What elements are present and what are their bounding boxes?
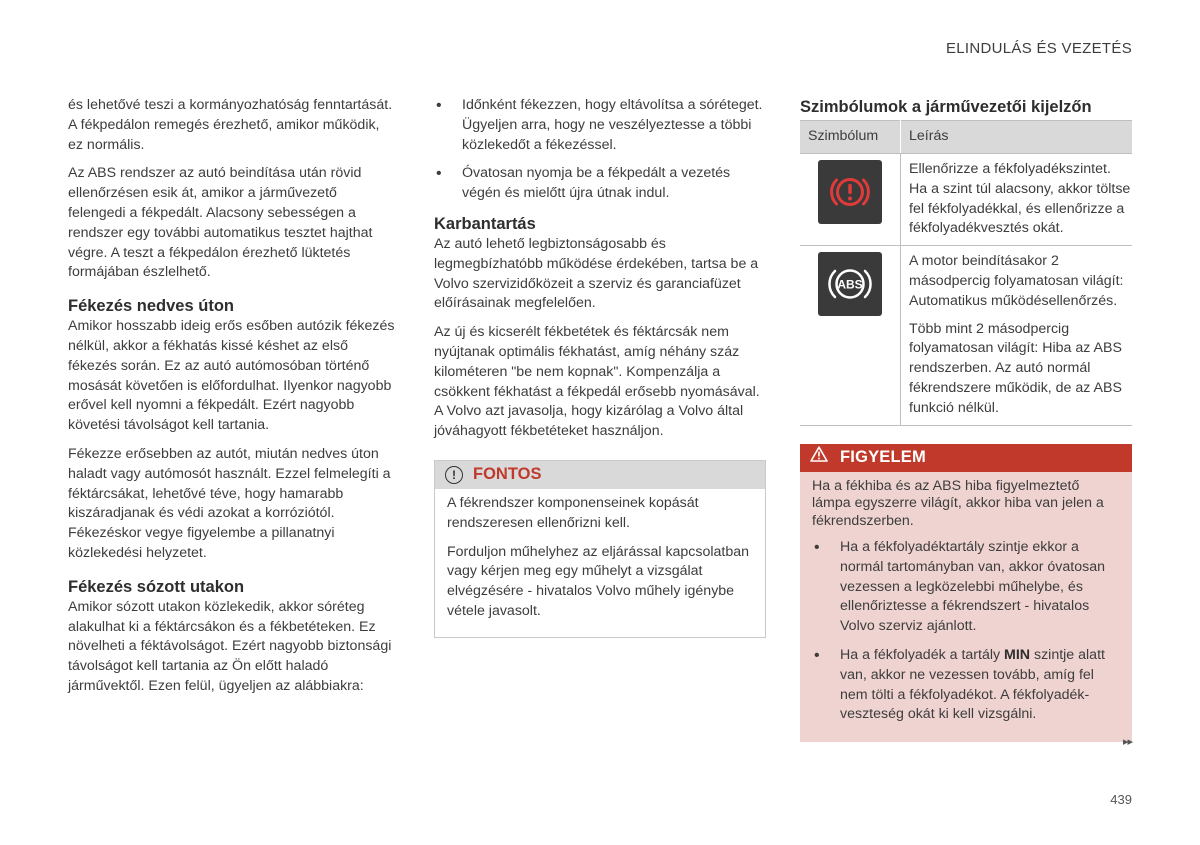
paragraph: és lehetővé teszi a kormányozhatóság fenntartását. A fékpedálon remegés érezhető, amikor működik, ez normális. bbox=[68, 97, 393, 153]
important-box-title: FONTOS bbox=[473, 465, 542, 484]
paragraph: Az autó lehető legbiztonságosabb és legmegbízhatóbb működése érdekében, tartsa be a Volvo szervizidőközeit a szerviz és garanciafüzet előírásainak megfelelően. bbox=[434, 235, 759, 312]
list-item: • Ha a fékfolyadéktartály szintje ekkor a normál tartományban van, akkor óvatosan vezessen a legközelebbi műhelybe, és ellenőriztesse a fékrendszert - hivatalos Volvo szerviz ajánlott. bbox=[812, 538, 1120, 637]
paragraph: Amikor sózott utakon közlekedik, akkor sóréteg alakulhat ki a féktárcsákon és a fékbetéteken. Ez növelheti a féktávolságot. Ezért nagyobb biztonsági távolságot kell tartania az Ön előtt haladó járművektől. Ezen felül, ügyeljen az alábbiakra: bbox=[68, 598, 392, 694]
table-cell-description: A motor beindításakor 2 másodpercig folyamatosan világít: Automatikus működésellenőrzés. bbox=[909, 253, 1124, 309]
warning-box bbox=[800, 444, 1132, 743]
paragraph: Forduljon műhelyhez az eljárással kapcsolatban vagy kérjen meg egy műhelyt a vizsgálat elvégzésére - hivatalos Volvo műhely igénybe vétele javasolt. bbox=[447, 543, 750, 619]
list-item: • Időnként fékezzen, hogy eltávolítsa a sóréteget. Ügyeljen arra, hogy ne veszélyeztesse a többi közlekedőt a fékezéssel. bbox=[434, 96, 766, 155]
warning-triangle-icon bbox=[810, 446, 828, 469]
section-heading-salted-road: Fékezés sózott utakon bbox=[68, 577, 245, 596]
list-item-text: szintje alatt van, akkor ne vezessen tovább, amíg fel nem tölti a fékfolyadékot. A fékfolyadék-veszteség okát ki kell vizsgálni. bbox=[840, 647, 1105, 723]
section-heading-wet-road: Fékezés nedves úton bbox=[68, 297, 234, 316]
warning-box-body bbox=[800, 472, 1132, 743]
continued-arrows-icon: ▸▸ bbox=[1122, 736, 1132, 748]
table-cell-description: Több mint 2 másodpercig folyamatosan világít: Hiba az ABS rendszerben. Az autó normál fékrendszere működik, de az ABS funkció nélkül. bbox=[909, 320, 1122, 416]
page-header-title: ELINDULÁS ÉS VEZETÉS bbox=[945, 40, 1132, 57]
column-middle bbox=[434, 96, 766, 638]
paragraph: Az ABS rendszer az autó beindítása után rövid ellenőrzésen esik át, amikor a járművezető felengedi a fékpedált. Alacsony sebességen a rendszer egy további automatikus tesztet hajthat végre. A teszt a fékpedálon érezhető lüktetés formájában észlelhető. bbox=[68, 165, 373, 281]
table-header-description: Leírás bbox=[901, 121, 1133, 154]
abs-icon-label: ABS bbox=[837, 277, 863, 292]
list-item bbox=[812, 646, 1120, 725]
brake-warning-icon bbox=[818, 160, 882, 224]
list-item-text: Ha a fékfolyadék a tartály bbox=[840, 647, 1005, 664]
important-box-header bbox=[435, 461, 765, 489]
bullet-list bbox=[812, 538, 1120, 725]
table-cell-description: Ellenőrizze a fékfolyadékszintet. Ha a szint túl alacsony, akkor töltse fel fékfolyadékkal, és ellenőrizze a fékfolyadékvesztés okát. bbox=[909, 161, 1131, 237]
page-number: 439 bbox=[1110, 792, 1132, 807]
column-left bbox=[68, 96, 398, 706]
table-header-row bbox=[800, 121, 1132, 154]
symbols-section-heading: Szimbólumok a járművezetői kijelzőn bbox=[800, 98, 1092, 116]
table-row bbox=[800, 246, 1132, 425]
exclamation-circle-icon: ! bbox=[445, 466, 463, 484]
section-heading-maintenance: Karbantartás bbox=[434, 214, 536, 233]
bullet-list bbox=[434, 96, 766, 204]
warning-box-title: FIGYELEM bbox=[840, 447, 926, 466]
symbols-table bbox=[800, 120, 1132, 426]
paragraph: Ha a fékhiba és az ABS hiba figyelmeztető lámpa egyszerre világít, akkor hiba van jelen a fékrendszerben. bbox=[812, 477, 1104, 529]
important-box-body bbox=[435, 489, 765, 637]
paragraph: Fékezze erősebben az autót, miután nedves úton haladt vagy autómosót használt. Ezzel felmelegíti a féktárcsákat, lehetővé téve, hogy hamarabb kiszáradjanak és védi azokat a korróziótól. Fékezéskor vegye figyelembe a pillanatnyi közlekedési helyzetet. bbox=[68, 445, 391, 561]
min-level-label: MIN bbox=[1004, 647, 1031, 664]
table-header-symbol: Szimbólum bbox=[800, 121, 901, 154]
important-box bbox=[434, 460, 766, 638]
paragraph: Amikor hosszabb ideig erős esőben autózik fékezés nélkül, akkor a fékhatás kissé késhet az első fékezés során. Ez az autó autómosóban történő mosását követően is előfordulhat. Ilyenkor nagyobb erővel kell nyomni a fékpedált. Ezért nagyobb követési távolságot kell tartania. bbox=[68, 318, 395, 434]
list-item: • Óvatosan nyomja be a fékpedált a vezetés végén és mielőtt újra útnak indul. bbox=[434, 164, 766, 204]
warning-box-header bbox=[800, 444, 1132, 472]
abs-icon bbox=[818, 252, 882, 316]
paragraph: Az új és kicserélt fékbetétek és féktárcsák nem nyújtanak optimális fékhatást, amíg néhány száz kilométeren "be nem kopnak". Kompenzálja a csökkent fékhatást a fékpedál erősebb nyomásával. A Volvo azt javasolja, hogy kizárólag a Volvo által jóváhagyott fékbetéteket használjon. bbox=[434, 324, 760, 440]
table-row bbox=[800, 154, 1132, 246]
paragraph: A fékrendszer komponenseinek kopását rendszeresen ellenőrizni kell. bbox=[447, 494, 699, 531]
column-right bbox=[800, 96, 1132, 742]
